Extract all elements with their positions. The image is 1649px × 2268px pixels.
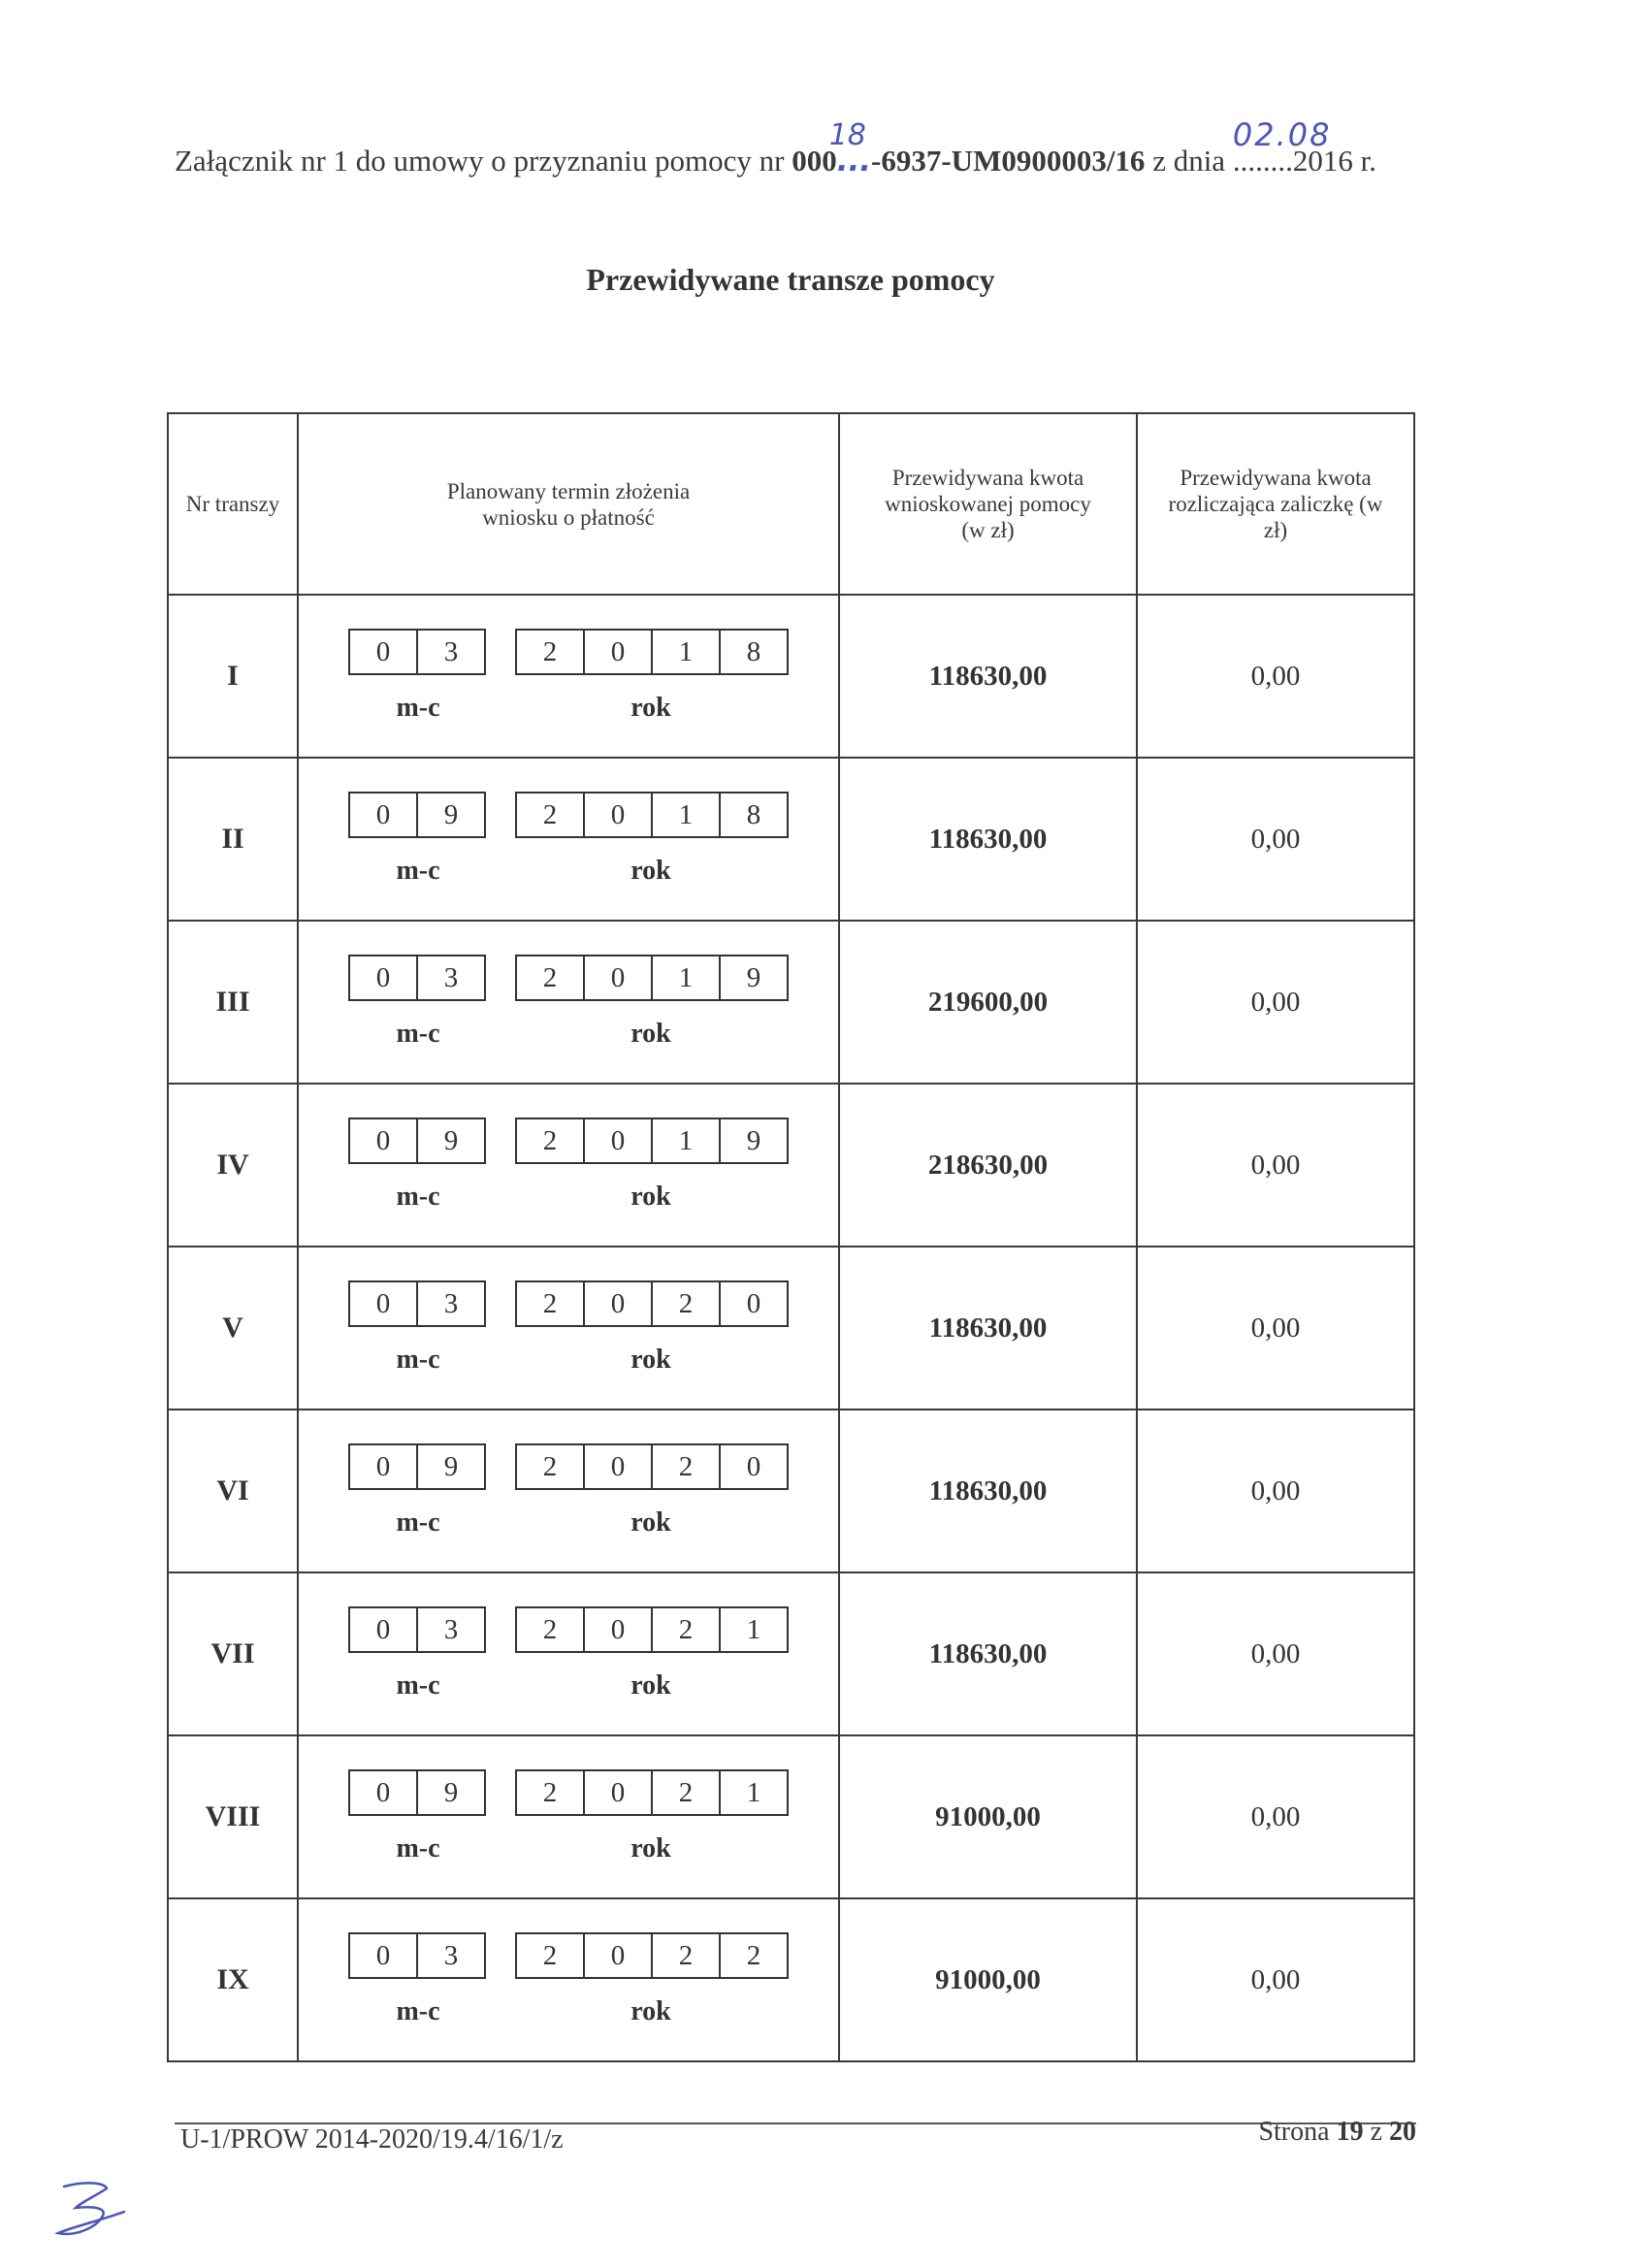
year-digit: 9 (719, 956, 787, 999)
table-row (168, 1898, 1414, 2061)
month-boxes (348, 955, 486, 1001)
year-boxes (515, 1443, 789, 1490)
year-label: rok (630, 856, 671, 886)
month-digit: 3 (416, 1282, 484, 1325)
planned-term-cell (298, 1898, 839, 2061)
month-label: m-c (396, 1182, 440, 1212)
year-digit: 1 (651, 631, 719, 673)
header-amount: Przewidywana kwota wnioskowanej pomocy (w zł) (839, 413, 1137, 595)
agreement-date-handwritten: 02.08 (1232, 116, 1332, 153)
advance-cell: 0,00 (1137, 1898, 1414, 2061)
amount-cell: 91000,00 (839, 1898, 1137, 2061)
year-digit: 2 (651, 1934, 719, 1977)
month-boxes (348, 1443, 486, 1490)
amount-cell: 118630,00 (839, 1572, 1137, 1735)
year-digit: 2 (542, 1451, 558, 1482)
year-digit: 0 (583, 956, 651, 999)
attachment-header (175, 116, 1436, 178)
month-boxes (348, 792, 486, 838)
year-digit: 0 (583, 1119, 651, 1162)
year-digit: 2 (542, 1288, 558, 1319)
page-title: Przewidywane transze pomocy (586, 262, 995, 297)
month-digit: 0 (375, 962, 391, 993)
tranche-number: IV (168, 1084, 298, 1247)
month-label: m-c (396, 1507, 440, 1538)
year-boxes (515, 1606, 789, 1653)
month-digit: 3 (416, 956, 484, 999)
year-digit: 0 (583, 631, 651, 673)
table-row (168, 1572, 1414, 1735)
advance-cell: 0,00 (1137, 1247, 1414, 1409)
amount-cell: 218630,00 (839, 1084, 1137, 1247)
month-digit: 9 (416, 1119, 484, 1162)
table-row (168, 758, 1414, 921)
year-digit: 8 (719, 631, 787, 673)
planned-term-cell (298, 921, 839, 1084)
month-label: m-c (396, 1833, 440, 1863)
month-label: m-c (396, 1996, 440, 2026)
year-digit: 0 (583, 1282, 651, 1325)
amount-cell: 118630,00 (839, 595, 1137, 758)
month-boxes (348, 1280, 486, 1327)
month-digit: 9 (416, 1771, 484, 1814)
tranche-number: V (168, 1247, 298, 1409)
year-boxes (515, 792, 789, 838)
month-digit: 3 (416, 1934, 484, 1977)
table-row (168, 921, 1414, 1084)
table-row (168, 1409, 1414, 1572)
year-digit: 2 (651, 1445, 719, 1488)
month-digit: 0 (375, 1777, 391, 1808)
advance-cell: 0,00 (1137, 758, 1414, 921)
month-digit: 0 (375, 1451, 391, 1482)
year-digit: 2 (542, 1125, 558, 1156)
amount-cell: 118630,00 (839, 1247, 1137, 1409)
month-digit: 3 (416, 631, 484, 673)
year-digit: 0 (583, 1771, 651, 1814)
agreement-number-end: -6937-UM0900003/16 (871, 144, 1146, 178)
month-label: m-c (396, 1019, 440, 1049)
amount-cell: 118630,00 (839, 1409, 1137, 1572)
agreement-number-blank: ... (836, 144, 872, 178)
form-code: U-1/PROW 2014-2020/19.4/16/1/z (180, 2124, 564, 2155)
tranches-body (168, 595, 1414, 2061)
year-digit: 2 (542, 799, 558, 830)
year-digit: 2 (542, 636, 558, 667)
tranche-number: IX (168, 1898, 298, 2061)
month-digit: 0 (375, 1288, 391, 1319)
planned-term-cell (298, 595, 839, 758)
year-digit: 0 (583, 1445, 651, 1488)
year-digit: 2 (719, 1934, 787, 1977)
header-nr-tranche: Nr transzy (168, 413, 298, 595)
tranche-number: VI (168, 1409, 298, 1572)
year-digit: 0 (719, 1282, 787, 1325)
month-digit: 9 (416, 1445, 484, 1488)
year-label: rok (630, 1345, 671, 1375)
agreement-number-handwritten-wrap (828, 118, 872, 178)
advance-cell: 0,00 (1137, 595, 1414, 758)
tranche-number: VII (168, 1572, 298, 1735)
year-label: rok (630, 693, 671, 723)
month-digit: 9 (416, 794, 484, 836)
month-label: m-c (396, 856, 440, 886)
year-digit: 2 (542, 1777, 558, 1808)
year-digit: 1 (719, 1771, 787, 1814)
year-digit: 1 (651, 794, 719, 836)
table-row (168, 1735, 1414, 1898)
agreement-number-start: 000 (792, 144, 837, 178)
year-digit: 2 (651, 1771, 719, 1814)
table-row (168, 1247, 1414, 1409)
month-label: m-c (396, 1345, 440, 1375)
year-boxes (515, 1769, 789, 1816)
year-digit: 0 (583, 794, 651, 836)
planned-term-cell (298, 1084, 839, 1247)
amount-cell: 91000,00 (839, 1735, 1137, 1898)
agreement-number-handwritten: 18 (828, 118, 866, 152)
tranche-number: II (168, 758, 298, 921)
year-digit: 2 (651, 1282, 719, 1325)
month-digit: 0 (375, 1125, 391, 1156)
month-boxes (348, 1769, 486, 1816)
year-digit: 2 (542, 1614, 558, 1645)
year-digit: 2 (542, 1940, 558, 1971)
year-digit: 0 (583, 1934, 651, 1977)
agreement-date-end: 2016 r. (1292, 144, 1376, 178)
month-boxes (348, 1606, 486, 1653)
year-digit: 2 (651, 1608, 719, 1651)
advance-cell: 0,00 (1137, 921, 1414, 1084)
advance-cell: 0,00 (1137, 1409, 1414, 1572)
planned-term-cell (298, 1572, 839, 1735)
header-planned-term: Planowany termin złożenia wniosku o płatność (298, 413, 839, 595)
amount-cell: 118630,00 (839, 758, 1137, 921)
page-number: Strona 19 z 20 (1258, 2117, 1416, 2147)
header-prefix: Załącznik nr 1 do umowy o przyznaniu pomocy nr (175, 144, 792, 178)
year-digit: 0 (719, 1445, 787, 1488)
year-digit: 8 (719, 794, 787, 836)
advance-cell: 0,00 (1137, 1084, 1414, 1247)
tranche-number: VIII (168, 1735, 298, 1898)
planned-term-cell (298, 758, 839, 921)
year-digit: 0 (583, 1608, 651, 1651)
month-boxes (348, 629, 486, 675)
month-digit: 0 (375, 1614, 391, 1645)
year-boxes (515, 629, 789, 675)
table-row (168, 595, 1414, 758)
table-row (168, 1084, 1414, 1247)
month-digit: 0 (375, 1940, 391, 1971)
agreement-date-blank: ........ (1232, 144, 1293, 178)
planned-term-cell (298, 1247, 839, 1409)
year-label: rok (630, 1996, 671, 2026)
advance-cell: 0,00 (1137, 1572, 1414, 1735)
month-boxes (348, 1118, 486, 1164)
month-digit: 3 (416, 1608, 484, 1651)
year-label: rok (630, 1182, 671, 1212)
year-digit: 1 (651, 1119, 719, 1162)
month-digit: 0 (375, 636, 391, 667)
month-label: m-c (396, 693, 440, 723)
year-boxes (515, 1280, 789, 1327)
year-digit: 2 (542, 962, 558, 993)
year-boxes (515, 1932, 789, 1979)
tranche-number: III (168, 921, 298, 1084)
month-label: m-c (396, 1670, 440, 1701)
handwritten-initials-icon (47, 2173, 144, 2251)
year-label: rok (630, 1507, 671, 1538)
year-boxes (515, 1118, 789, 1164)
header-advance: Przewidywana kwota rozliczająca zaliczkę (w zł) (1137, 413, 1414, 595)
year-boxes (515, 955, 789, 1001)
amount-cell: 219600,00 (839, 921, 1137, 1084)
month-boxes (348, 1932, 486, 1979)
planned-term-cell (298, 1409, 839, 1572)
header-middle: z dnia (1145, 144, 1233, 178)
year-label: rok (630, 1833, 671, 1863)
advance-cell: 0,00 (1137, 1735, 1414, 1898)
month-digit: 0 (375, 799, 391, 830)
year-digit: 1 (719, 1608, 787, 1651)
year-digit: 1 (651, 956, 719, 999)
year-label: rok (630, 1670, 671, 1701)
planned-term-cell (298, 1735, 839, 1898)
tranche-number: I (168, 595, 298, 758)
year-label: rok (630, 1019, 671, 1049)
agreement-date-handwritten-wrap (1232, 116, 1332, 178)
tranches-table (167, 412, 1415, 2062)
year-digit: 9 (719, 1119, 787, 1162)
